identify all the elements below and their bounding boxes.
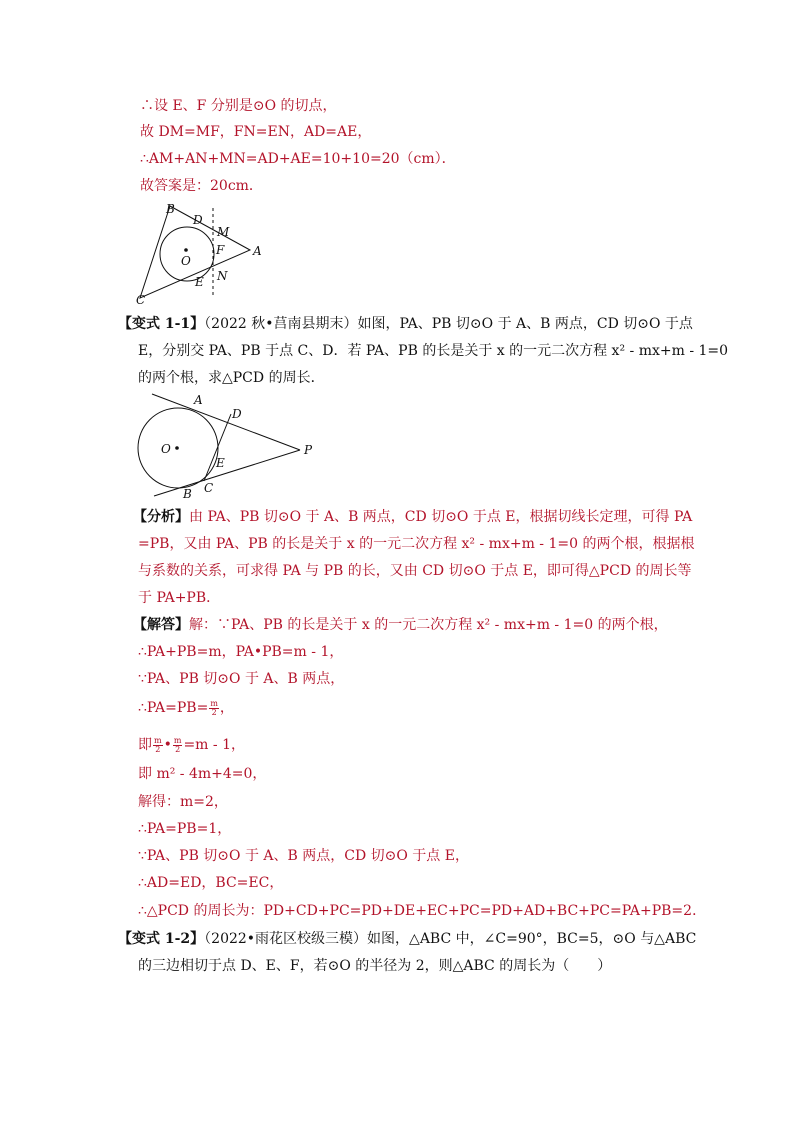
figure-triangle-incircle [130, 198, 270, 308]
fig2-label-E: E [216, 456, 225, 470]
fig1-label-B: B [166, 202, 175, 216]
fig2-label-C: C [204, 481, 214, 495]
fig2-line-PB [154, 450, 300, 496]
answer-text-4a: ∴PA=PB= [138, 700, 209, 716]
answer-line-3: ∵PA、PB 切⊙O 于 A、B 两点， [138, 671, 345, 687]
answer-line-11: ∴△PCD 的周长为：PD+CD+PC=PD+DE+EC+PC=PD+AD+BC+PC=PA+PB=2． [138, 903, 707, 919]
analysis-tag: 【分析】 [133, 509, 189, 525]
answer-text-4b: ， [219, 700, 234, 716]
answer-line-4 [138, 698, 234, 718]
fig2-center-dot [175, 446, 179, 450]
variant-1-1-line-3: 的两个根，求△PCD 的周长． [138, 370, 325, 386]
fig1-label-M: M [217, 225, 230, 239]
variant-1-1-tag: 【变式 1-1】 [118, 316, 205, 332]
fig1-label-A: A [253, 244, 262, 258]
fraction-m-over-2-b: $\frac{m}{2}$ [173, 735, 182, 754]
fig2-label-B: B [183, 487, 192, 501]
solution-line-4: 故答案是：20cm． [140, 178, 263, 194]
answer-line-1 [133, 615, 668, 635]
fig1-label-F: F [216, 243, 225, 257]
variant-1-2-line-2: 的三边相切于点 D、E、F，若⊙O 的半径为 2，则△ABC 的周长为（ ） [138, 958, 612, 974]
answer-line-5: 即 $\frac{m}{2}$ • $\frac{m}{2}$ =m - 1， [138, 735, 245, 754]
answer-line-8: ∴PA=PB=1， [138, 821, 232, 837]
analysis-line-2: =PB，又由 PA、PB 的长是关于 x 的一元二次方程 x² - mx+m - 1=0 的两个根，根据根 [138, 536, 695, 552]
fig1-center-dot [184, 248, 188, 252]
fraction-m-over-2: $\frac{m}{2}$ [210, 698, 218, 717]
variant-1-2-text-1: （2022•雨花区校级三模）如图，△ABC 中，∠C=90°，BC=5，⊙O 与△ABC [204, 931, 697, 947]
analysis-line-4: 于 PA+PB． [138, 590, 221, 606]
fig1-label-N: N [217, 269, 228, 283]
fig1-label-O: O [181, 254, 191, 268]
fig2-label-O: O [161, 442, 171, 456]
fig1-label-D: D [193, 213, 203, 227]
fraction-m-over-2-a: $\frac{m}{2}$ [154, 735, 162, 754]
answer-line-6: 即 m² - 4m+4=0， [138, 766, 267, 782]
fig2-label-A: A [194, 393, 203, 407]
variant-1-2-tag: 【变式 1-2】 [118, 931, 205, 947]
analysis-text-1: 由 PA、PB 切⊙O 于 A、B 两点，CD 切⊙O 于点 E，根据切线长定理，可得 PA [189, 509, 693, 525]
solution-line-2: 故 DM=MF，FN=EN，AD=AE， [140, 124, 372, 140]
variant-1-1-text-1: （2022 秋•莒南县期末）如图，PA、PB 切⊙O 于 A、B 两点，CD 切⊙O 于点 [204, 316, 693, 332]
variant-1-1-line-2: E，分别交 PA、PB 于点 C、D．若 PA、PB 的长是关于 x 的一元二次方程 x² - mx+m - 1=0 [138, 343, 729, 359]
answer-tag: 【解答】 [133, 617, 189, 633]
analysis-line-3: 与系数的关系，可求得 PA 与 PB 的长，又由 CD 切⊙O 于点 E，即可得△PCD 的周长等 [138, 563, 692, 579]
variant-1-2-line-1 [118, 929, 696, 949]
answer-line-10: ∴AD=ED，BC=EC， [138, 875, 284, 891]
fig2-label-D: D [232, 407, 242, 421]
figure-tangents-pcd [130, 392, 330, 504]
fig1-label-E: E [195, 275, 204, 289]
answer-line-7: 解得：m=2， [138, 794, 228, 810]
fig2-label-P: P [304, 443, 313, 457]
fig2-line-PA [152, 394, 300, 450]
solution-line-3: ∴AM+AN+MN=AD+AE=10+10=20（cm）． [140, 151, 456, 167]
variant-1-1-line-1 [118, 314, 693, 334]
answer-line-9: ∵PA、PB 切⊙O 于 A、B 两点，CD 切⊙O 于点 E， [138, 848, 469, 864]
solution-line-1: ∴设 E、F 分别是⊙O 的切点， [140, 98, 337, 114]
fig1-label-C: C [136, 293, 146, 307]
analysis-line-1 [133, 507, 692, 527]
answer-line-2: ∴PA+PB=m，PA•PB=m - 1， [138, 644, 344, 660]
answer-text-1: 解：∵PA、PB 的长是关于 x 的一元二次方程 x² - mx+m - 1=0 的两个根， [189, 617, 668, 633]
fig2-line-CD [204, 414, 231, 481]
